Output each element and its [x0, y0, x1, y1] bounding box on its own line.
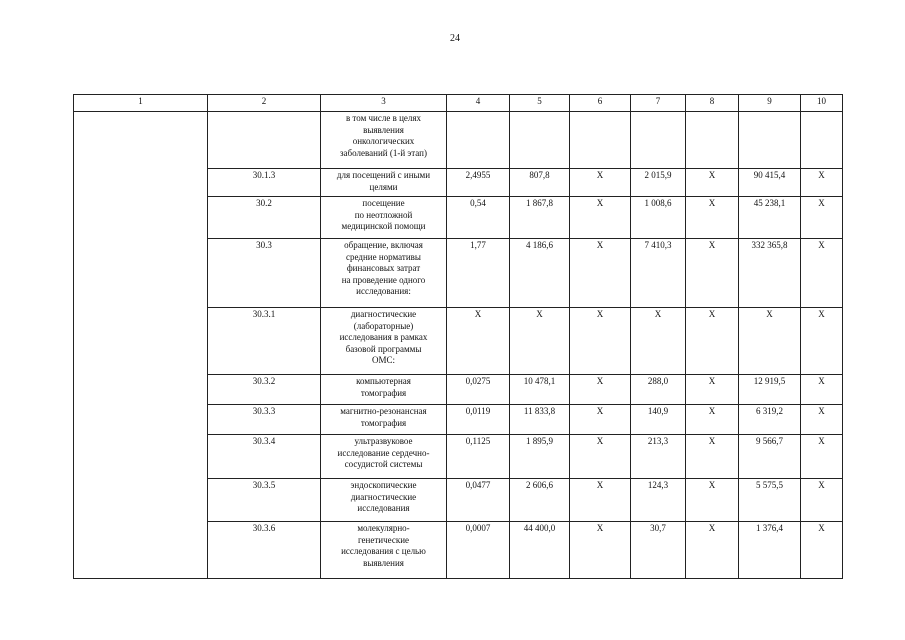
cell-col7: 30,7 [631, 522, 686, 579]
table-row [74, 479, 843, 522]
cell-col8: Х [686, 375, 739, 405]
cell-col1 [74, 522, 208, 579]
cell-code [208, 112, 321, 169]
description-line: базовой программы [345, 343, 422, 354]
cell-col8: Х [686, 308, 739, 375]
column-header-8: 8 [686, 95, 739, 112]
cell-col8: Х [686, 405, 739, 435]
cell-col4: 0,0119 [447, 405, 510, 435]
description-line: компьютерная [356, 376, 411, 386]
cell-col6: Х [570, 405, 631, 435]
description-line: заболеваний (1-й этап) [340, 147, 427, 158]
cell-col10: Х [801, 239, 843, 308]
cell-col8: Х [686, 435, 739, 479]
cell-col10 [801, 112, 843, 169]
description-line: диагностические [350, 309, 417, 319]
cell-col9: Х [739, 308, 801, 375]
cell-col1 [74, 308, 208, 375]
cell-col4: 0,54 [447, 197, 510, 239]
cell-col8: Х [686, 169, 739, 197]
description-line: исследования: [356, 286, 411, 296]
cell-col1 [74, 435, 208, 479]
description-line: молекулярно- [357, 523, 410, 533]
cell-col5: 11 833,8 [510, 405, 570, 435]
cell-col1 [74, 112, 208, 169]
cell-col1 [74, 197, 208, 239]
cell-col1 [74, 479, 208, 522]
table-row [74, 239, 843, 308]
description-line: (лабораторные) [353, 320, 414, 331]
cell-col5 [510, 112, 570, 169]
cell-col7: 2 015,9 [631, 169, 686, 197]
page-number: 24 [450, 33, 460, 44]
column-header-3: 3 [321, 95, 447, 112]
cell-col5: 1 895,9 [510, 435, 570, 479]
cell-code: 30.3.3 [208, 405, 321, 435]
cell-col4: 0,1125 [447, 435, 510, 479]
cell-col4 [447, 112, 510, 169]
cell-description [321, 435, 447, 479]
cell-col7: 213,3 [631, 435, 686, 479]
description-line: ОМС: [371, 355, 395, 365]
description-line: томография [360, 417, 407, 428]
cell-code: 30.3 [208, 239, 321, 308]
cell-col6: Х [570, 435, 631, 479]
column-header-9: 9 [739, 95, 801, 112]
cell-col9: 6 319,2 [739, 405, 801, 435]
cell-code: 30.3.1 [208, 308, 321, 375]
cell-col10: Х [801, 405, 843, 435]
column-header-2: 2 [208, 95, 321, 112]
table-row [74, 375, 843, 405]
cell-col10: Х [801, 308, 843, 375]
cell-col9 [739, 112, 801, 169]
cell-description [321, 308, 447, 375]
column-header-4: 4 [447, 95, 510, 112]
description-line: генетические [357, 534, 410, 545]
cell-col7: 1 008,6 [631, 197, 686, 239]
cell-col6: Х [570, 169, 631, 197]
description-line: посещение [362, 198, 405, 208]
cell-col8: Х [686, 197, 739, 239]
cell-col6: Х [570, 197, 631, 239]
description-line: томография [360, 387, 407, 398]
cell-col4: 0,0477 [447, 479, 510, 522]
description-line: исследования в рамках [339, 332, 428, 342]
cell-description [321, 405, 447, 435]
cell-col5: 807,8 [510, 169, 570, 197]
cell-col6: Х [570, 479, 631, 522]
table-row [74, 435, 843, 479]
cell-col10: Х [801, 435, 843, 479]
description-line: исследования с целью [341, 546, 426, 556]
table-row [74, 522, 843, 579]
cell-col5: Х [510, 308, 570, 375]
cell-col6: Х [570, 522, 631, 579]
cell-col4: 0,0007 [447, 522, 510, 579]
column-header-1: 1 [74, 95, 208, 112]
cell-col4: 1,77 [447, 239, 510, 308]
data-table [73, 94, 843, 579]
cell-col6: Х [570, 308, 631, 375]
cell-col6: Х [570, 239, 631, 308]
table-row [74, 308, 843, 375]
description-line: эндоскопические [350, 480, 417, 490]
description-line: на проведение одного [341, 274, 426, 285]
cell-col9: 12 919,5 [739, 375, 801, 405]
description-line: выявления [363, 557, 404, 568]
cell-col10: Х [801, 169, 843, 197]
table-row [74, 405, 843, 435]
column-header-10: 10 [801, 95, 843, 112]
cell-col5: 4 186,6 [510, 239, 570, 308]
cell-description [321, 375, 447, 405]
cell-col8 [686, 112, 739, 169]
cell-col9: 45 238,1 [739, 197, 801, 239]
description-line: исследование сердечно- [337, 447, 430, 458]
cell-col8: Х [686, 479, 739, 522]
cell-code: 30.3.6 [208, 522, 321, 579]
cell-col9: 332 365,8 [739, 239, 801, 308]
cell-col10: Х [801, 479, 843, 522]
cell-col9: 5 575,5 [739, 479, 801, 522]
column-header-6: 6 [570, 95, 631, 112]
cell-description [321, 239, 447, 308]
cell-col7: 288,0 [631, 375, 686, 405]
cell-code: 30.1.3 [208, 169, 321, 197]
description-line: исследования [357, 503, 410, 513]
cell-code: 30.3.5 [208, 479, 321, 522]
description-line: финансовых затрат [346, 263, 421, 273]
description-line: для посещений с иными [336, 170, 431, 180]
cell-col7: 7 410,3 [631, 239, 686, 308]
description-line: обращение, включая [344, 240, 423, 250]
cell-code: 30.3.4 [208, 435, 321, 479]
description-line: медицинской помощи [341, 221, 426, 231]
cell-col5: 10 478,1 [510, 375, 570, 405]
header-row [74, 95, 843, 112]
cell-col5: 44 400,0 [510, 522, 570, 579]
cell-description [321, 522, 447, 579]
cell-code: 30.3.2 [208, 375, 321, 405]
cell-col7: 124,3 [631, 479, 686, 522]
description-line: магнитно-резонансная [340, 406, 427, 416]
cell-code: 30.2 [208, 197, 321, 239]
cell-description [321, 197, 447, 239]
description-line: онкологических [352, 136, 415, 146]
description-line: по неотложной [354, 209, 413, 220]
table-row [74, 169, 843, 197]
cell-description [321, 112, 447, 169]
description-line: целями [369, 181, 398, 192]
cell-col8: Х [686, 522, 739, 579]
table-row [74, 112, 843, 169]
cell-col9: 90 415,4 [739, 169, 801, 197]
description-line: ультразвуковое [354, 436, 413, 446]
cell-col9: 1 376,4 [739, 522, 801, 579]
cell-col4: Х [447, 308, 510, 375]
description-line: средние нормативы [346, 251, 421, 262]
column-header-7: 7 [631, 95, 686, 112]
cell-col7: Х [631, 308, 686, 375]
cell-col5: 1 867,8 [510, 197, 570, 239]
cell-col1 [74, 169, 208, 197]
description-line: в том числе в целях [345, 113, 422, 123]
cell-col8: Х [686, 239, 739, 308]
cell-col10: Х [801, 522, 843, 579]
cell-col1 [74, 239, 208, 308]
description-line: сосудистой системы [344, 459, 423, 469]
cell-col9: 9 566,7 [739, 435, 801, 479]
cell-col6: Х [570, 375, 631, 405]
column-header-5: 5 [510, 95, 570, 112]
description-line: выявления [363, 124, 404, 135]
cell-col4: 2,4955 [447, 169, 510, 197]
description-line: диагностические [350, 491, 417, 502]
cell-description [321, 479, 447, 522]
cell-col10: Х [801, 375, 843, 405]
cell-col1 [74, 405, 208, 435]
cell-col6 [570, 112, 631, 169]
cell-col7: 140,9 [631, 405, 686, 435]
cell-col10: Х [801, 197, 843, 239]
cell-col4: 0,0275 [447, 375, 510, 405]
cell-description [321, 169, 447, 197]
cell-col1 [74, 375, 208, 405]
cell-col7 [631, 112, 686, 169]
cell-col5: 2 606,6 [510, 479, 570, 522]
table-row [74, 197, 843, 239]
